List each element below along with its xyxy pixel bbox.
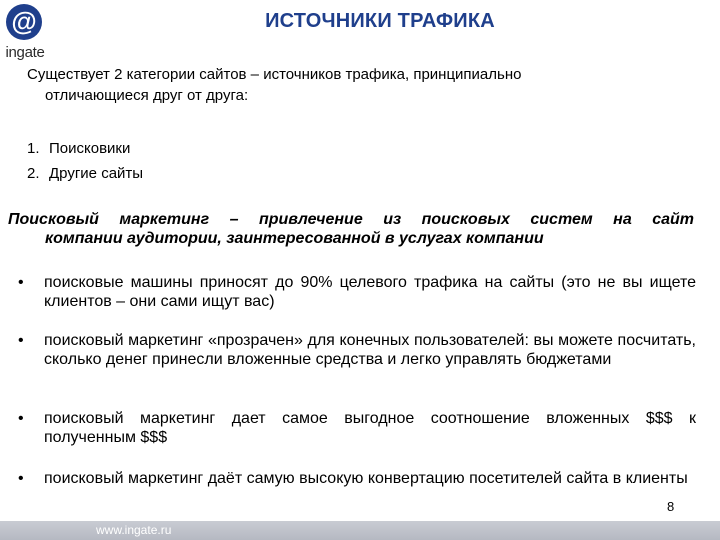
list-item-label: Другие сайты [49,165,144,182]
bullet-item [18,331,696,369]
intro-line-2: отличающиеся друг от друга: [45,87,249,104]
bullet-text: поисковый маркетинг «прозрачен» для конечных пользователей: вы можете посчитать, сколько денег принесли вложенные средства и легко управлять бюджетами [44,332,696,368]
intro-paragraph [27,64,667,106]
slide-title: ИСТОЧНИКИ ТРАФИКА [265,10,495,32]
bullet-item [18,273,696,311]
page-number: 8 [667,499,675,514]
footer-url-link[interactable]: www.ingate.ru [96,523,172,537]
list-item-label: Поисковики [49,140,131,157]
category-list [27,136,143,186]
definition-paragraph [8,210,694,248]
bullet-icon: • [18,332,24,349]
logo-text: ingate [5,44,45,61]
bullet-item [18,469,696,488]
definition-line-1: Поисковый маркетинг – привлечение из поисковых систем на сайт [8,211,694,228]
bullet-text: поисковый маркетинг даёт самую высокую конвертацию посетителей сайта в клиенты [44,470,688,487]
definition-line-2: компании аудитории, заинтересованной в услугах компании [45,230,544,247]
footer-bar [0,521,720,540]
intro-line-1: Существует 2 категории сайтов – источников трафика, принципиально [27,66,522,83]
bullet-text: поисковый маркетинг дает самое выгодное соотношение вложенных $$$ к полученным $$$ [44,410,696,446]
list-item [27,161,143,186]
bullet-icon: • [18,410,24,427]
list-item-number: 2. [27,165,40,182]
bullet-text: поисковые машины приносят до 90% целевого трафика на сайты (это не вы ищете клиентов – они сами ищут вас) [44,274,696,310]
bullet-item [18,409,696,447]
bullet-icon: • [18,274,24,291]
logo-symbol: @ [11,6,37,36]
list-item [27,136,143,161]
list-item-number: 1. [27,140,40,157]
bullet-icon: • [18,470,24,487]
